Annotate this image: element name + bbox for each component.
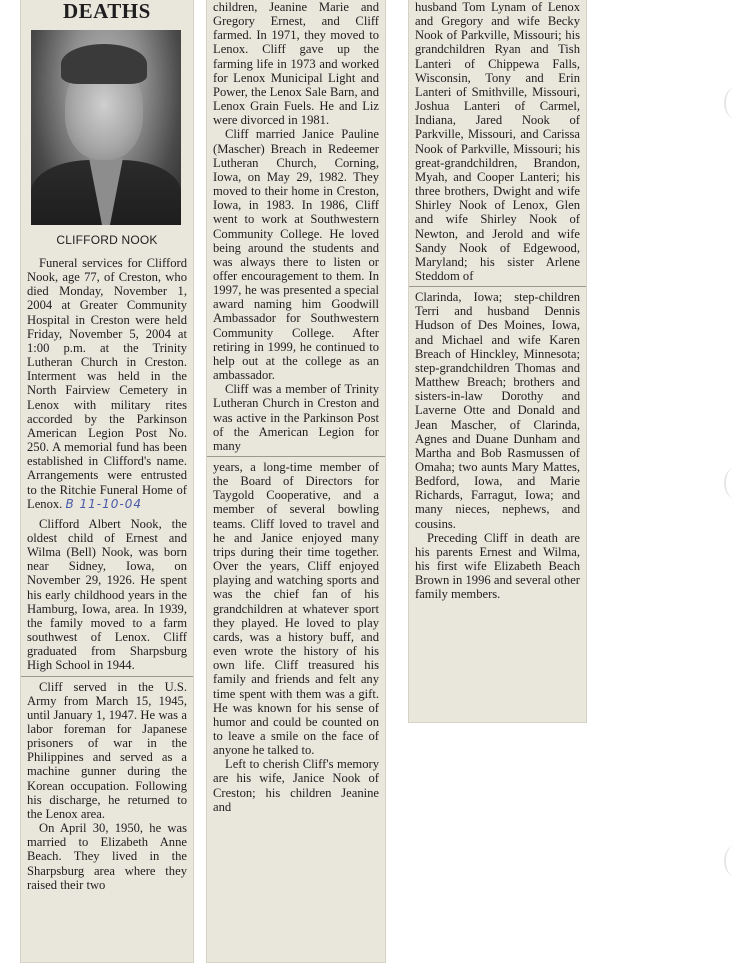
binder-hole-mark [724,468,744,498]
clipping-seam [21,676,193,677]
section-heading: DEATHS [63,0,151,23]
paragraph-step-family: Clarinda, Iowa; step-children Terri and husband Dennis Hudson of Des Moines, Iowa, and Michael and wife Karen Breach of Hinckley, Minnesota; step-grandchildren Thomas and Matthew Breach; brothers and sisters-in-law Dorothy and Laverne Otte and Donald and Jean Mascher, of Clarinda, Agnes and Duane Dunham and Martha and Bob Rasmussen of Omaha; two aunts Mary Mattes, Bedford, Iowa, and Marie Richards, Farragut, Iowa; and many nieces, nephews, and cousins. [415,290,580,531]
paragraph-military-service: Cliff served in the U.S. Army from March 15, 1945, until January 1, 1947. He was a labor foreman for Japanese prisoners of war in the Philippines and served as a machine gunner during the Korean occupation. Following his discharge, he returned to the Lenox area. [27,679,187,821]
paragraph-preceded-in-death: Preceding Cliff in death are his parents Ernest and Wilma, his first wife Elizabeth Beach Brown in 1996 and several other family members. [415,530,580,602]
binder-hole-mark [724,88,744,118]
obituary-column-1 [21,0,193,962]
obituary-column-2 [207,0,385,962]
paragraph-second-marriage: Cliff married Janice Pauline (Mascher) Breach in Redeemer Lutheran Church, Corning, Iowa, on May 29, 1982. They moved to their home in Creston, Iowa, in 1983. In 1986, Cliff went to work at Southwestern Community College. He loved being around the students and was always there to listen or offer encouragement to them. In 1997, he was presented a special award naming him Goodwill Ambassador for Southwestern Community College. After retiring in 1999, he continued to help out at the college as an ambassador. [213,127,379,383]
portrait-photo [31,30,181,225]
paragraph-funeral-services: Funeral services for Clifford Nook, age 77, of Creston, who died Monday, November 1, 2004 at Greater Community Hospital in Creston were held Friday, November 5, 2004 at 1:00 p.m. at the Trinity Lutheran Church in Creston. Interment was held in the North Fairview Cemetery in Lenox with military rites accorded by the Parkinson American Legion Post No. 250. A memorial fund has been established in Clifford's name. Arrangements were entrusted to the Ritchie Funeral Home of Lenox. B 11-10-04 [27,256,187,511]
paragraph-hobbies: years, a long-time member of the Board of Directors for Taygold Cooperative, and a member of several bowling teams. Cliff loved to travel and he and Janice enjoyed many trips during their time together. Over the years, Cliff enjoyed playing and watching sports and was the chief fan of his grandchildren at whatever sport they played. He loved to play cards, was a history buff, and even wrote the history of his own life. Cliff treasured his family and friends and felt any time spent with them was a gift. He was known for his sense of humor and could be counted on to leave a smile on the face of anyone he talked to. [213,460,379,758]
clipping-seam [207,456,385,457]
photo-caption: CLIFFORD NOOK [56,233,158,247]
binder-hole-mark [724,846,744,876]
paragraph-survivors-start: Left to cherish Cliff's memory are his wife, Janice Nook of Creston; his children Jeanine and [213,757,379,814]
handwritten-date-note: B 11-10-04 [65,496,142,511]
clipping-seam [409,286,586,287]
paragraph-survivors-grandchildren: husband Tom Lynam of Lenox and Gregory and wife Becky Nook of Parkville, Missouri; his grandchildren Ryan and Tish Lanteri of Chippewa Falls, Wisconsin, Tony and Erin Lanteri of Smithville, Missouri, Joshua Lanteri of Carmel, Indiana, Jared Nook of Parkville, Missouri, and Carissa Nook of Parkville, Missouri; his great-grandchildren, Brandon, Myah, and Cooper Lanteri; his three brothers, Dwight and wife Shirley Nook of Lenox, Glen and wife Shirley Nook of Newton, and Jerold and wife Sandy Nook of Edgewood, Maryland; his sister Arlene Steddom of [415,0,580,283]
paragraph-church-legion: Cliff was a member of Trinity Lutheran Church in Creston and was active in the Parkinson Post of the American Legion for many [213,382,379,453]
paragraph-early-life: Clifford Albert Nook, the oldest child of Ernest and Wilma (Bell) Nook, was born near Sidney, Iowa, on November 29, 1926. He spent his early childhood years in the Hamburg, Iowa, area. In 1939, the family moved to a farm southwest of Lenox. Cliff graduated from Sharpsburg High School in 1944. [27,516,187,673]
obituary-column-3 [409,0,586,722]
paragraph-marriage: On April 30, 1950, he was married to Elizabeth Anne Beach. They lived in the Sharpsburg area where they raised their two [27,821,187,892]
paragraph-children-farming: children, Jeanine Marie and Gregory Ernest, and Cliff farmed. In 1971, they moved to Lenox. Cliff gave up the farming life in 1973 and worked for Lenox Municipal Light and Power, the Lenox Sale Barn, and Lenox Grain Fuels. He and Liz were divorced in 1981. [213,0,379,128]
